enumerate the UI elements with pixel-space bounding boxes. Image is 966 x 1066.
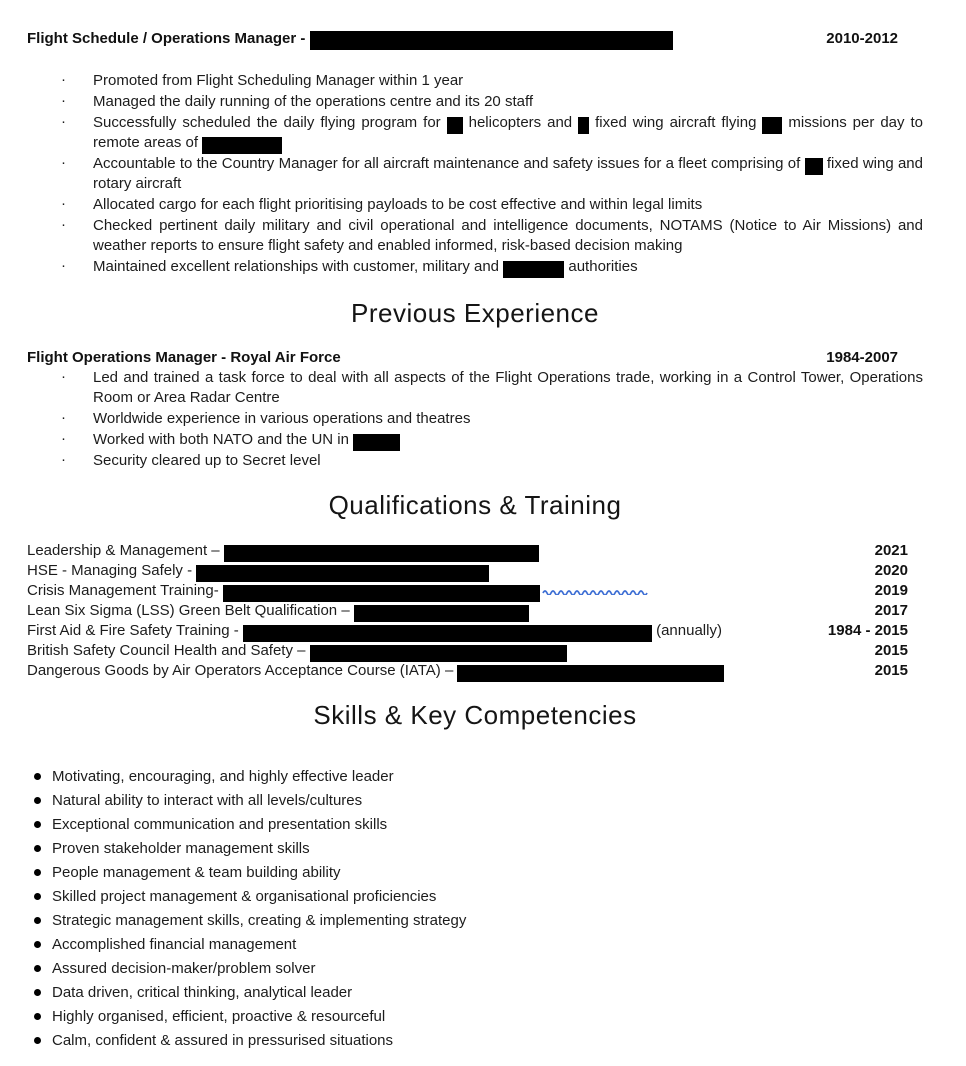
section-heading-skills: Skills & Key Competencies <box>313 700 637 730</box>
qualification-year: 1984 - 2015 <box>827 622 908 639</box>
redaction-bar <box>447 117 463 134</box>
job1-period: 2010-2012 <box>826 30 898 47</box>
qualification-row <box>27 541 923 561</box>
spellcheck-squiggle <box>542 588 650 595</box>
skill-item: Motivating, encouraging, and highly effective leader <box>27 765 923 789</box>
job1-title: Flight Schedule / Operations Manager - <box>27 29 673 49</box>
skill-item: Data driven, critical thinking, analytical leader <box>27 981 923 1005</box>
skill-item: Exceptional communication and presentation skills <box>27 813 923 837</box>
skill-item: Highly organised, efficient, proactive & resourceful <box>27 1005 923 1029</box>
redaction-bar <box>503 261 564 278</box>
redaction-bar <box>353 434 400 451</box>
qualification-label: First Aid & Fire Safety Training - (annually) <box>27 621 722 641</box>
qualification-label: Leadership & Management – <box>27 541 539 561</box>
qualification-year: 2021 <box>874 542 908 559</box>
job1-bullet-list <box>27 71 923 277</box>
qualification-row <box>27 561 923 581</box>
qualification-label: Dangerous Goods by Air Operators Acceptance Course (IATA) – <box>27 661 724 681</box>
bullet-item: · Checked pertinent daily military and civil operational and intelligence documents, NOTAMS (Notice to Air Missions) and weather reports to ensure flight safety and enabled informed, risk-based decision making <box>27 216 923 256</box>
redaction-bar <box>310 645 567 662</box>
skill-item: Skilled project management & organisational proficiencies <box>27 885 923 909</box>
bullet-item: · Maintained excellent relationships with customer, military and authorities <box>27 257 923 277</box>
section-heading-previous-experience: Previous Experience <box>351 298 599 328</box>
qualification-year: 2015 <box>874 642 908 659</box>
job2-header <box>27 348 923 368</box>
redaction-bar <box>762 117 782 134</box>
skill-item: People management & team building ability <box>27 861 923 885</box>
bullet-item: · Successfully scheduled the daily flying program for helicopters and fixed wing aircraft flying missions per day to remote areas of <box>27 113 923 153</box>
redaction-bar <box>805 158 823 175</box>
bullet-item: · Worked with both NATO and the UN in <box>27 430 923 450</box>
skills-list <box>27 765 923 1053</box>
job2-bullet-list <box>27 368 923 471</box>
qualification-row <box>27 581 923 601</box>
redaction-bar <box>224 545 539 562</box>
redaction-bar <box>196 565 489 582</box>
redaction-bar <box>578 117 589 134</box>
bullet-item: · Led and trained a task force to deal with all aspects of the Flight Operations trade, working in a Control Tower, Operations Room or Area Radar Centre <box>27 368 923 408</box>
redaction-bar <box>310 31 673 50</box>
qualification-label: HSE - Managing Safely - <box>27 561 489 581</box>
job2-period: 1984-2007 <box>826 349 898 366</box>
redaction-bar <box>202 137 282 154</box>
qualification-year: 2020 <box>874 562 908 579</box>
skill-item: Natural ability to interact with all levels/cultures <box>27 789 923 813</box>
qualification-year: 2019 <box>874 582 908 599</box>
job2-title: Flight Operations Manager - Royal Air Force <box>27 349 341 366</box>
bullet-item: · Promoted from Flight Scheduling Manager within 1 year <box>27 71 923 91</box>
bullet-item: · Worldwide experience in various operations and theatres <box>27 409 923 429</box>
qualification-label: Crisis Management Training- <box>27 581 650 601</box>
qualification-row <box>27 641 923 661</box>
redaction-bar <box>354 605 529 622</box>
qualification-row <box>27 621 923 641</box>
qualification-label: British Safety Council Health and Safety – <box>27 641 567 661</box>
qualification-row <box>27 661 923 681</box>
bullet-item: · Managed the daily running of the operations centre and its 20 staff <box>27 92 923 112</box>
skill-item: Accomplished financial management <box>27 933 923 957</box>
redaction-bar <box>223 585 540 602</box>
qualification-year: 2017 <box>874 602 908 619</box>
bullet-item: · Security cleared up to Secret level <box>27 451 923 471</box>
qualification-row <box>27 601 923 621</box>
bullet-item: · Accountable to the Country Manager for all aircraft maintenance and safety issues for a fleet comprising of fixed wing and rotary aircraft <box>27 154 923 194</box>
skill-item: Strategic management skills, creating & implementing strategy <box>27 909 923 933</box>
qualifications-list <box>27 541 923 681</box>
job1-header <box>27 29 923 49</box>
skill-item: Assured decision-maker/problem solver <box>27 957 923 981</box>
qualification-year: 2015 <box>874 662 908 679</box>
redaction-bar <box>457 665 724 682</box>
redaction-bar <box>243 625 652 642</box>
qualification-label: Lean Six Sigma (LSS) Green Belt Qualification – <box>27 601 529 621</box>
section-heading-qualifications: Qualifications & Training <box>328 490 622 520</box>
skill-item: Proven stakeholder management skills <box>27 837 923 861</box>
bullet-item: · Allocated cargo for each flight prioritising payloads to be cost effective and within legal limits <box>27 195 923 215</box>
skill-item: Calm, confident & assured in pressurised situations <box>27 1029 923 1053</box>
